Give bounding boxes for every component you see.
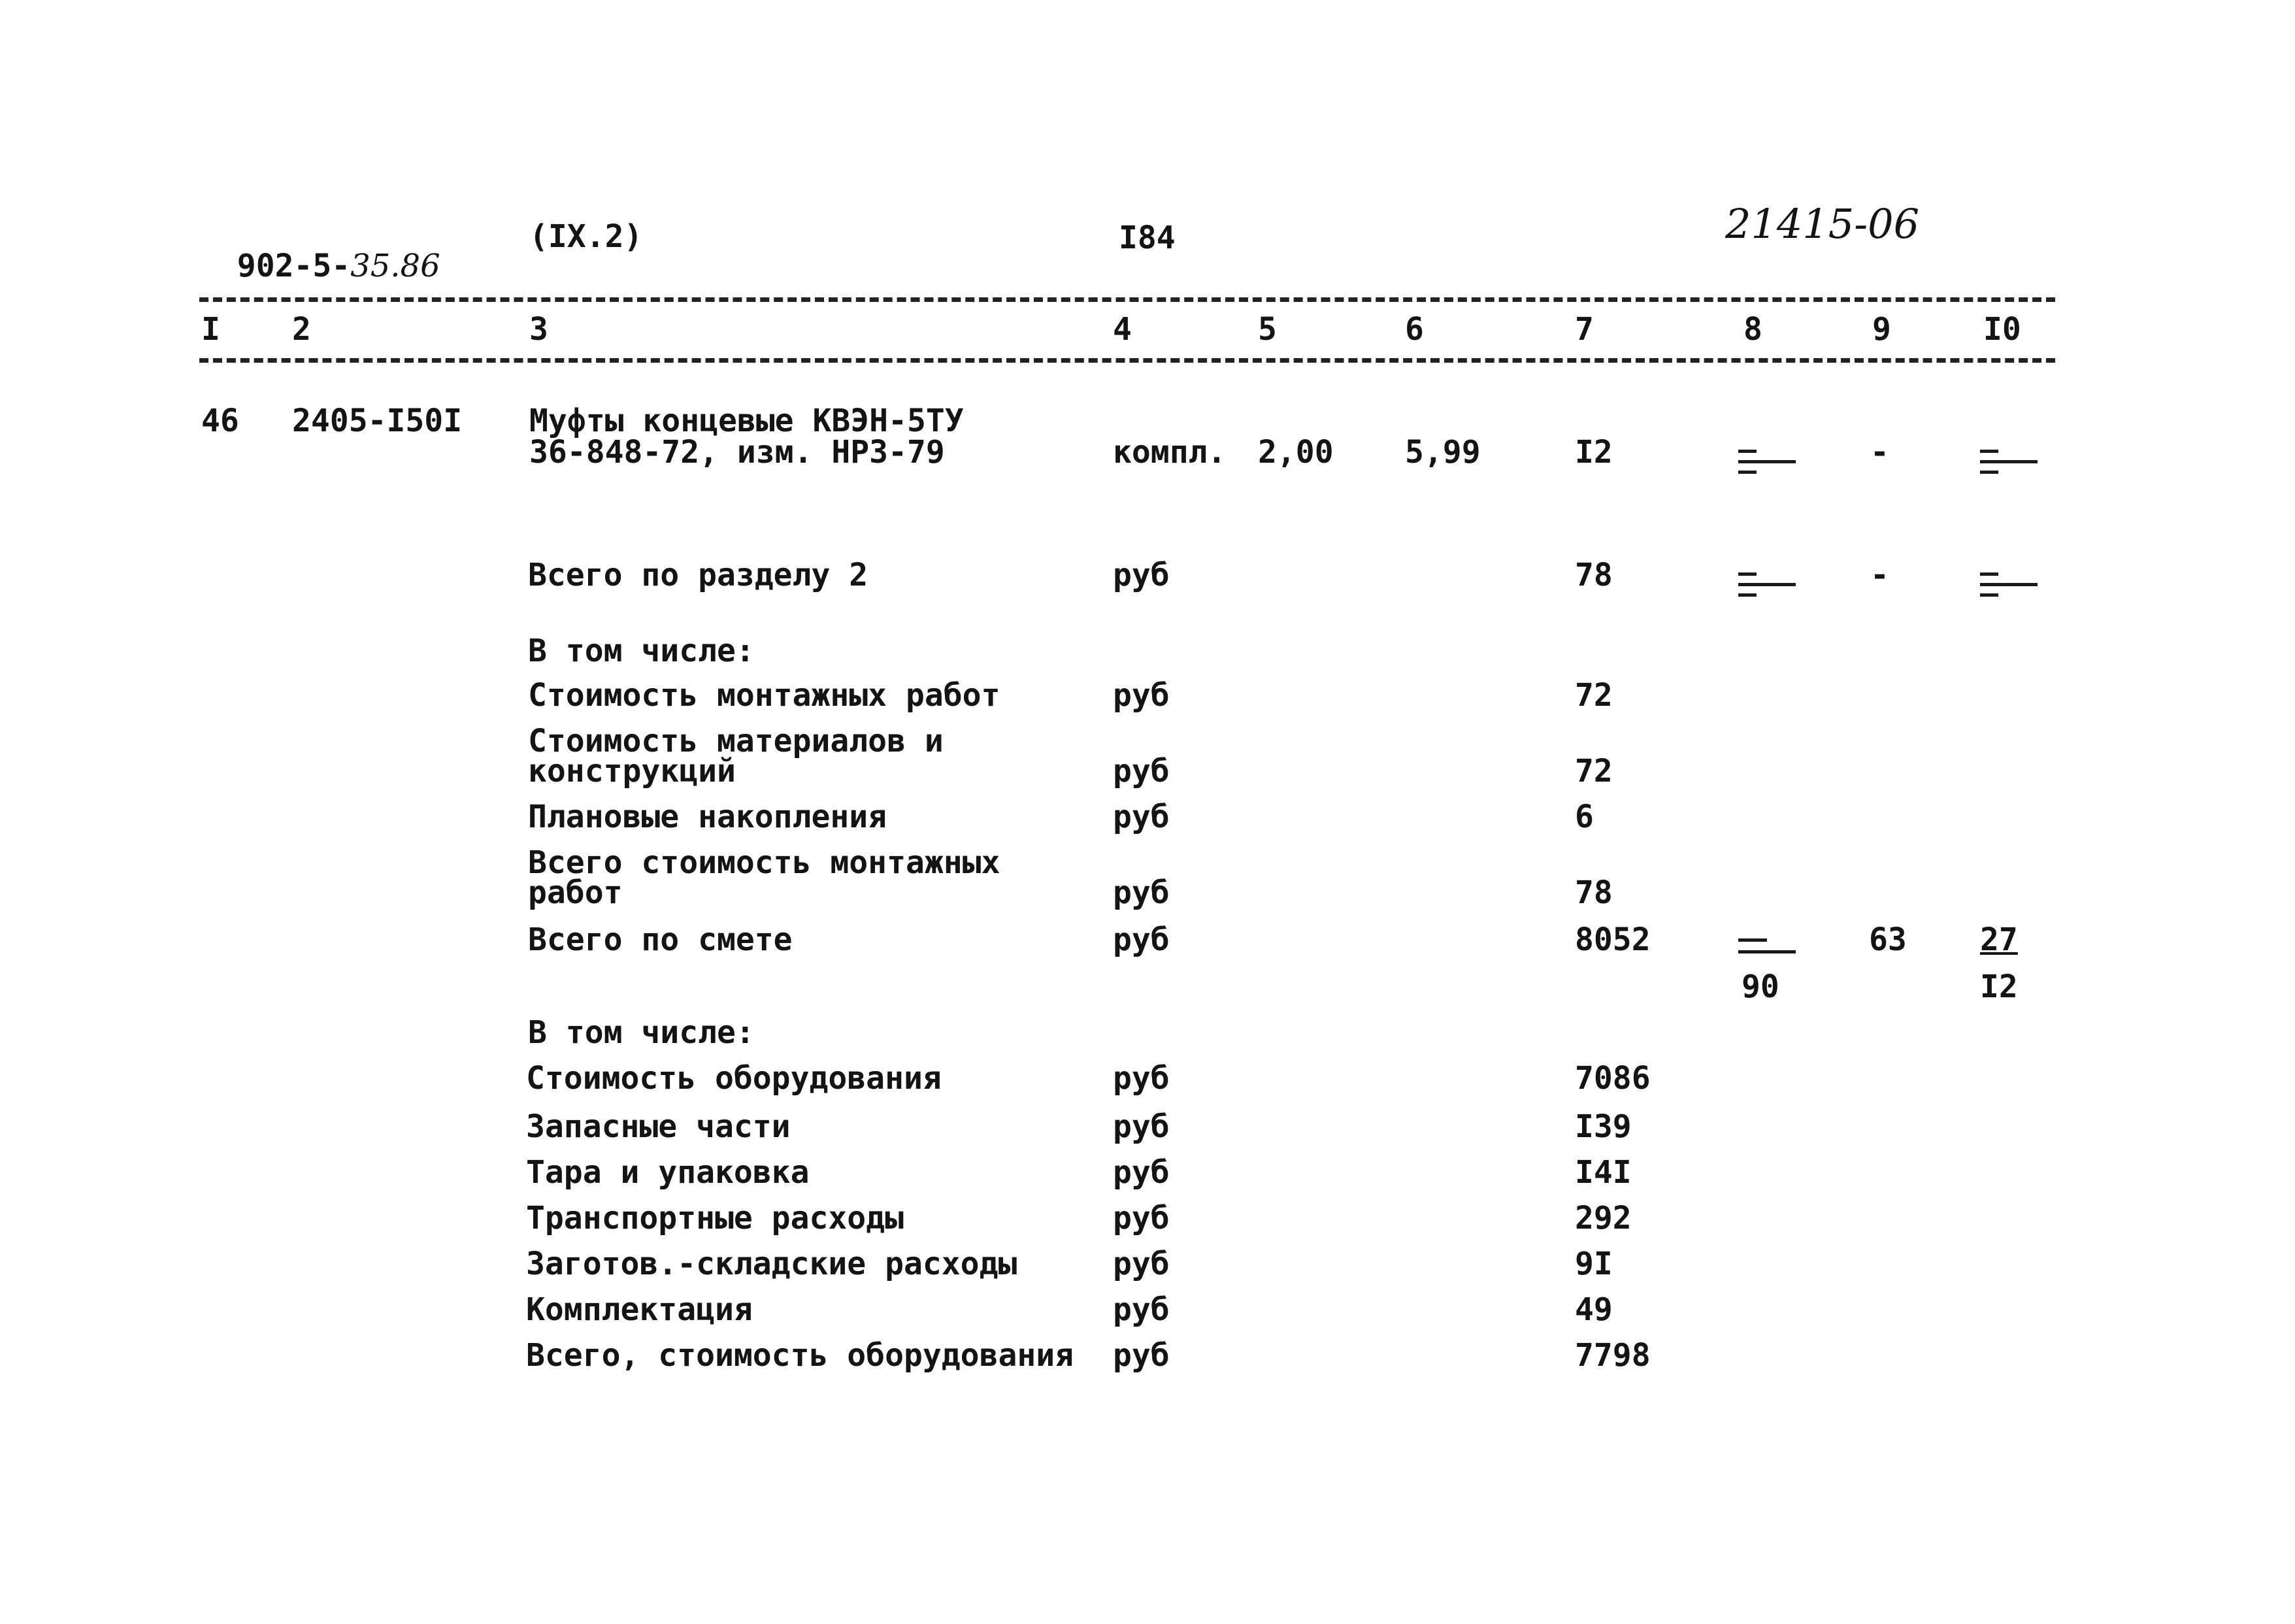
list-item-label: Тара и упаковка xyxy=(526,1154,810,1191)
list-item-value: 9I xyxy=(1575,1246,1613,1282)
list-item-label-cont: работ xyxy=(528,874,623,911)
list-item-value: 49 xyxy=(1575,1291,1613,1328)
row-number: 46 xyxy=(201,403,239,439)
list-item-value: 7798 xyxy=(1575,1337,1651,1374)
col-header-5: 5 xyxy=(1258,311,1277,348)
section-total-unit: руб xyxy=(1113,557,1170,593)
list-item-unit: руб xyxy=(1113,677,1170,714)
list-item-value: 6 xyxy=(1575,799,1594,835)
page-number: I84 xyxy=(1119,220,1176,256)
header-rule-bottom xyxy=(199,358,2055,363)
list-item-unit: руб xyxy=(1113,1291,1170,1328)
col-header-2: 2 xyxy=(292,311,311,348)
list-item-value: 72 xyxy=(1575,753,1613,789)
estimate-total-label: Всего по смете xyxy=(528,921,793,958)
list-item-label: Стоимость монтажных работ xyxy=(528,677,1000,714)
including-heading: В том числе: xyxy=(528,633,755,669)
row-col8-ditto-mark xyxy=(1738,450,1797,482)
col-header-6: 6 xyxy=(1405,311,1424,348)
list-item-label: Заготов.-складские расходы xyxy=(526,1246,1017,1282)
row-price: 5,99 xyxy=(1405,434,1481,471)
estimate-total-col9: 63 xyxy=(1869,921,1907,958)
list-item-value: 72 xyxy=(1575,677,1613,714)
document-code xyxy=(199,219,440,282)
list-item-unit: руб xyxy=(1113,1337,1170,1374)
list-item-label: Транспортные расходы xyxy=(526,1200,904,1236)
row-name-line2: 36-848-72, изм. НРЗ-79 xyxy=(529,434,945,471)
list-item-unit: руб xyxy=(1113,1200,1170,1236)
col-header-9: 9 xyxy=(1872,311,1891,348)
estimate-total-col10-bottom: I2 xyxy=(1980,969,2018,1005)
list-item-label: Всего стоимость монтажных xyxy=(528,844,1000,881)
section-total-col8-ditto-mark xyxy=(1738,572,1797,605)
estimate-total-value: 8052 xyxy=(1575,921,1651,958)
list-item-value: I4I xyxy=(1575,1154,1632,1191)
document-code-handwritten: 35.86 xyxy=(350,248,440,284)
list-item-unit: руб xyxy=(1113,753,1170,789)
list-item-unit: руб xyxy=(1113,1108,1170,1145)
row-quantity: 2,00 xyxy=(1258,434,1334,471)
list-item-unit: руб xyxy=(1113,1154,1170,1191)
including-heading: В том числе: xyxy=(528,1014,755,1051)
reference-number-handwritten: 21415-06 xyxy=(1725,200,1920,248)
section-total-value: 78 xyxy=(1575,557,1613,593)
estimate-total-col10-top: 27 xyxy=(1980,921,2018,958)
list-item-label: Запасные части xyxy=(526,1108,791,1145)
list-item-unit: руб xyxy=(1113,1246,1170,1282)
list-item-unit: руб xyxy=(1113,799,1170,835)
row-total: I2 xyxy=(1575,434,1613,471)
section-total-label: Всего по разделу 2 xyxy=(528,557,868,593)
section-total-col9-dash: - xyxy=(1870,557,1889,593)
section-total-col10-ditto-mark xyxy=(1980,572,2039,605)
row-code: 2405-I50I xyxy=(292,403,463,439)
header-rule-top xyxy=(199,297,2055,302)
row-name-line1: Муфты концевые КВЭН-5ТУ xyxy=(529,403,964,439)
list-item-value: 292 xyxy=(1575,1200,1632,1236)
col-header-1: I xyxy=(201,311,220,348)
estimate-total-col8-bottom: 90 xyxy=(1742,969,1779,1005)
list-item-value: 78 xyxy=(1575,874,1613,911)
col-header-3: 3 xyxy=(529,311,548,348)
list-item-label: Стоимость материалов и xyxy=(528,723,944,759)
col-header-8: 8 xyxy=(1743,311,1762,348)
col-header-4: 4 xyxy=(1113,311,1132,348)
list-item-label-cont: конструкций xyxy=(528,753,736,789)
document-code-prefix: 902-5- xyxy=(237,248,351,284)
section-marker: (IX.2) xyxy=(529,218,643,255)
row-col9-dash: - xyxy=(1870,434,1889,471)
list-item-value: 7086 xyxy=(1575,1060,1651,1097)
list-item-unit: руб xyxy=(1113,1060,1170,1097)
list-item-label: Плановые накопления xyxy=(528,799,887,835)
list-item-unit: руб xyxy=(1113,874,1170,911)
estimate-total-col8-fraction-bar xyxy=(1738,938,1797,958)
list-item-label: Стоимость оборудования xyxy=(526,1060,942,1097)
row-unit: компл. xyxy=(1113,434,1227,471)
col-header-10: I0 xyxy=(1983,311,2021,348)
col-header-7: 7 xyxy=(1575,311,1594,348)
list-item-label: Всего, стоимость оборудования xyxy=(526,1337,1074,1374)
list-item-label: Комплектация xyxy=(526,1291,753,1328)
estimate-total-unit: руб xyxy=(1113,921,1170,958)
row-col10-ditto-mark xyxy=(1980,450,2039,482)
list-item-value: I39 xyxy=(1575,1108,1632,1145)
